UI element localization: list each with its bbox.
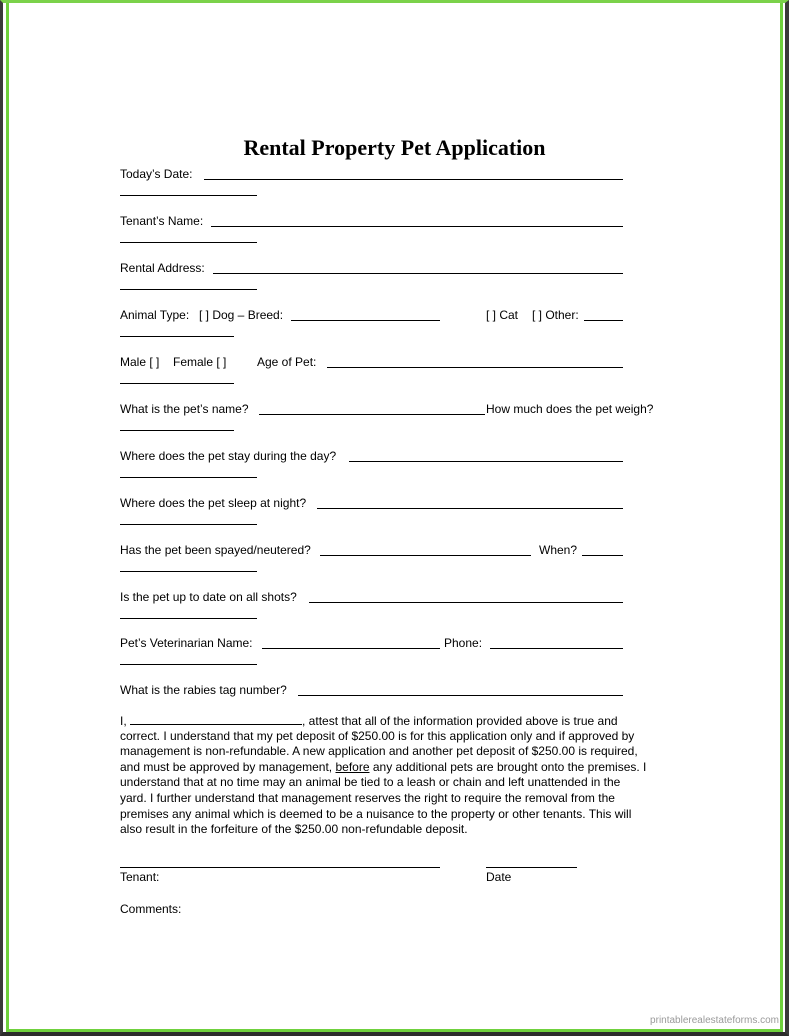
- stay-day-line[interactable]: [349, 461, 623, 462]
- vet-name-line-2[interactable]: [120, 664, 257, 665]
- para-line-8: also result in the forfeiture of the $250.00 non-refundable deposit.: [120, 822, 468, 837]
- female-checkbox[interactable]: Female [ ]: [173, 355, 227, 369]
- phone-line[interactable]: [490, 648, 623, 649]
- when-label: When?: [539, 543, 578, 557]
- para-line-4a: and must be approved by management,: [120, 759, 333, 774]
- male-checkbox[interactable]: Male [ ]: [120, 355, 160, 369]
- para-line-7: premises any animal which is deemed to be a nuisance to the property or other tenants. This will: [120, 806, 632, 821]
- when-line[interactable]: [582, 555, 623, 556]
- tenant-signature-label: Tenant:: [120, 870, 160, 884]
- phone-label: Phone:: [444, 636, 483, 650]
- para-line-1: [120, 713, 680, 729]
- cat-checkbox[interactable]: [ ] Cat: [486, 308, 519, 322]
- rental-address-line-2[interactable]: [120, 289, 257, 290]
- before-underlined: before: [335, 759, 370, 774]
- todays-date-label: Today’s Date:: [120, 167, 193, 181]
- other-checkbox[interactable]: [ ] Other:: [532, 308, 579, 322]
- para-line-2: correct. I understand that my pet deposit of $250.00 is for this application only and if approved by: [120, 728, 635, 743]
- spayed-line-2[interactable]: [120, 571, 257, 572]
- dog-breed-line[interactable]: [291, 320, 440, 321]
- attestation-paragraph: [120, 713, 680, 838]
- dog-breed-checkbox[interactable]: [ ] Dog – Breed:: [199, 308, 284, 322]
- rental-address-line[interactable]: [213, 273, 623, 274]
- rabies-tag-line[interactable]: [298, 695, 623, 696]
- stay-day-label: Where does the pet stay during the day?: [120, 449, 337, 463]
- animal-type-label: Animal Type:: [120, 308, 190, 322]
- attest-name-line[interactable]: [130, 713, 302, 725]
- para-line-5: understand that at no time may an animal be tied to a leash or chain and left unattended in the: [120, 775, 621, 790]
- pets-name-line[interactable]: [259, 414, 485, 415]
- spayed-label: Has the pet been spayed/neutered?: [120, 543, 311, 557]
- tenants-name-line[interactable]: [211, 226, 623, 227]
- para-line-4: [120, 760, 680, 776]
- watermark: printablerealestateforms.com: [650, 1015, 779, 1026]
- tenants-name-label: Tenant’s Name:: [120, 214, 204, 228]
- date-signature-line[interactable]: [486, 867, 577, 868]
- stay-day-line-2[interactable]: [120, 477, 257, 478]
- todays-date-line[interactable]: [204, 179, 623, 180]
- spayed-line[interactable]: [320, 555, 531, 556]
- vet-name-label: Pet’s Veterinarian Name:: [120, 636, 253, 650]
- date-signature-label: Date: [486, 870, 512, 884]
- shots-line-2[interactable]: [120, 618, 257, 619]
- rental-address-label: Rental Address:: [120, 261, 205, 275]
- pets-name-label: What is the pet’s name?: [120, 402, 249, 416]
- pet-weigh-line[interactable]: [120, 430, 234, 431]
- other-line[interactable]: [584, 320, 623, 321]
- animal-type-line-2[interactable]: [120, 336, 234, 337]
- para-line-6: yard. I further understand that management reserves the right to require the removal from the: [120, 790, 615, 805]
- sleep-night-line[interactable]: [317, 508, 623, 509]
- attest-prefix: I,: [120, 714, 127, 728]
- attest-suffix: , attest that all of the information provided above is true and: [302, 714, 618, 728]
- para-line-4b: any additional pets are brought onto the premises. I: [372, 759, 647, 774]
- shots-line[interactable]: [309, 602, 623, 603]
- sleep-night-label: Where does the pet sleep at night?: [120, 496, 307, 510]
- todays-date-line-2[interactable]: [120, 195, 257, 196]
- pet-weigh-label: How much does the pet weigh?: [486, 402, 654, 416]
- tenants-name-line-2[interactable]: [120, 242, 257, 243]
- vet-name-line[interactable]: [262, 648, 440, 649]
- tenant-signature-line[interactable]: [120, 867, 440, 868]
- age-of-pet-line[interactable]: [327, 367, 623, 368]
- age-of-pet-label: Age of Pet:: [257, 355, 317, 369]
- comments-label: Comments:: [120, 902, 182, 916]
- shots-label: Is the pet up to date on all shots?: [120, 590, 297, 604]
- para-line-3: management is non-refundable. A new application and another pet deposit of $250.00 is required,: [120, 744, 638, 759]
- age-of-pet-line-2[interactable]: [120, 383, 234, 384]
- rabies-tag-label: What is the rabies tag number?: [120, 683, 287, 697]
- form-title: Rental Property Pet Application: [243, 135, 546, 160]
- sleep-night-line-2[interactable]: [120, 524, 257, 525]
